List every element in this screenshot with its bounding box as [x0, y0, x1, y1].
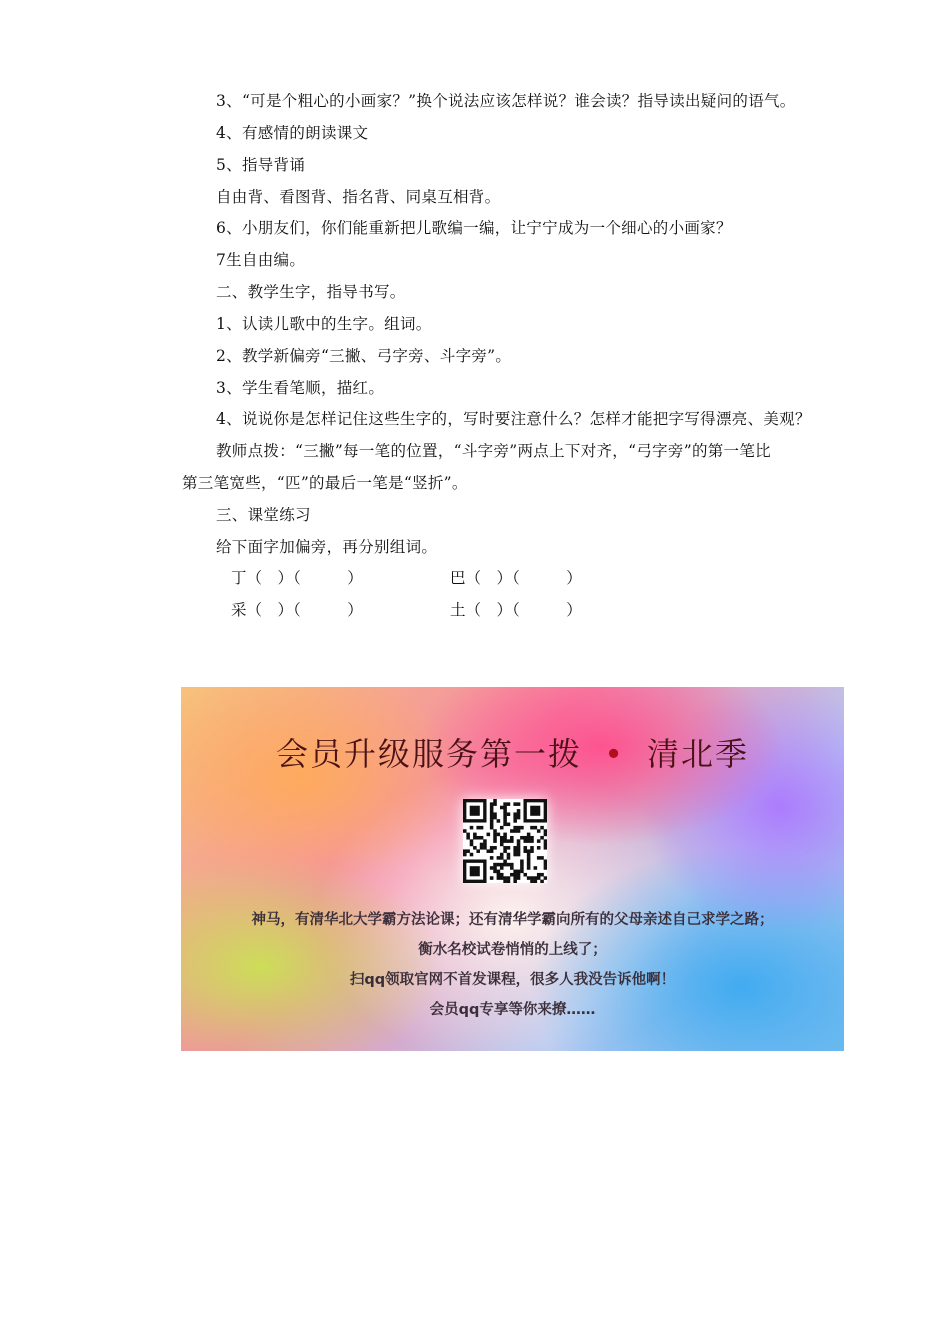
banner-line: 扫qq领取官网不首发课程，很多人我没告诉他啊！ [349, 972, 676, 988]
text-line: 7生自由编。 [216, 251, 306, 269]
section-heading: 三、课堂练习 [216, 506, 311, 524]
text-line: 1、认读儿歌中的生字。组词。 [216, 315, 432, 333]
banner-title-right: 清北季 [646, 735, 749, 773]
text-line: 4、有感情的朗读课文 [216, 124, 369, 142]
exercise-item: 丁（ ）（ ） [231, 569, 363, 587]
text-line: 第三笔宽些，“匹”的最后一笔是“竖折”。 [182, 474, 468, 492]
text-line: 教师点拨：“三撇”每一笔的位置，“斗字旁”两点上下对齐，“弓字旁”的第一笔比 [216, 442, 771, 460]
banner-title [181, 729, 844, 775]
text-line: 2、教学新偏旁“三撇、弓字旁、斗字旁”。 [216, 347, 512, 365]
banner-title-left: 会员升级服务第一拨 [276, 735, 583, 773]
banner-line: 神马，有清华北大学霸方法论课；还有清华学霸向所有的父母亲述自己求学之路； [251, 912, 774, 928]
exercise-item: 土（ ）（ ） [450, 601, 582, 619]
text-line: 3、学生看笔顺，描红。 [216, 379, 385, 397]
banner-line: 衡水名校试卷悄悄的上线了； [418, 942, 607, 958]
qr-code-icon[interactable] [463, 799, 547, 883]
text-line: 4、说说你是怎样记住这些生字的，写时要注意什么？怎样才能把字写得漂亮、美观？ [216, 410, 811, 428]
banner-line: 会员qq专享等你来撩…… [429, 1002, 596, 1018]
text-line: 5、指导背诵 [216, 156, 306, 174]
text-line: 自由背、看图背、指名背、同桌互相背。 [216, 188, 501, 206]
text-line: 6、小朋友们，你们能重新把儿歌编一编，让宁宁成为一个细心的小画家？ [216, 219, 732, 237]
banner-text [181, 905, 844, 1025]
promo-banner[interactable] [181, 687, 844, 1051]
qr-code-graphic [463, 799, 547, 883]
section-heading: 二、教学生字，指导书写。 [216, 283, 406, 301]
exercise-item: 采（ ）（ ） [231, 601, 363, 619]
text-line: 3、“可是个粗心的小画家？”换个说法应该怎样说？谁会读？指导读出疑问的语气。 [216, 92, 796, 110]
banner-title-dot: • [604, 735, 625, 773]
exercise-item: 巴（ ）（ ） [450, 569, 582, 587]
text-line: 给下面字加偏旁，再分别组词。 [216, 538, 438, 556]
